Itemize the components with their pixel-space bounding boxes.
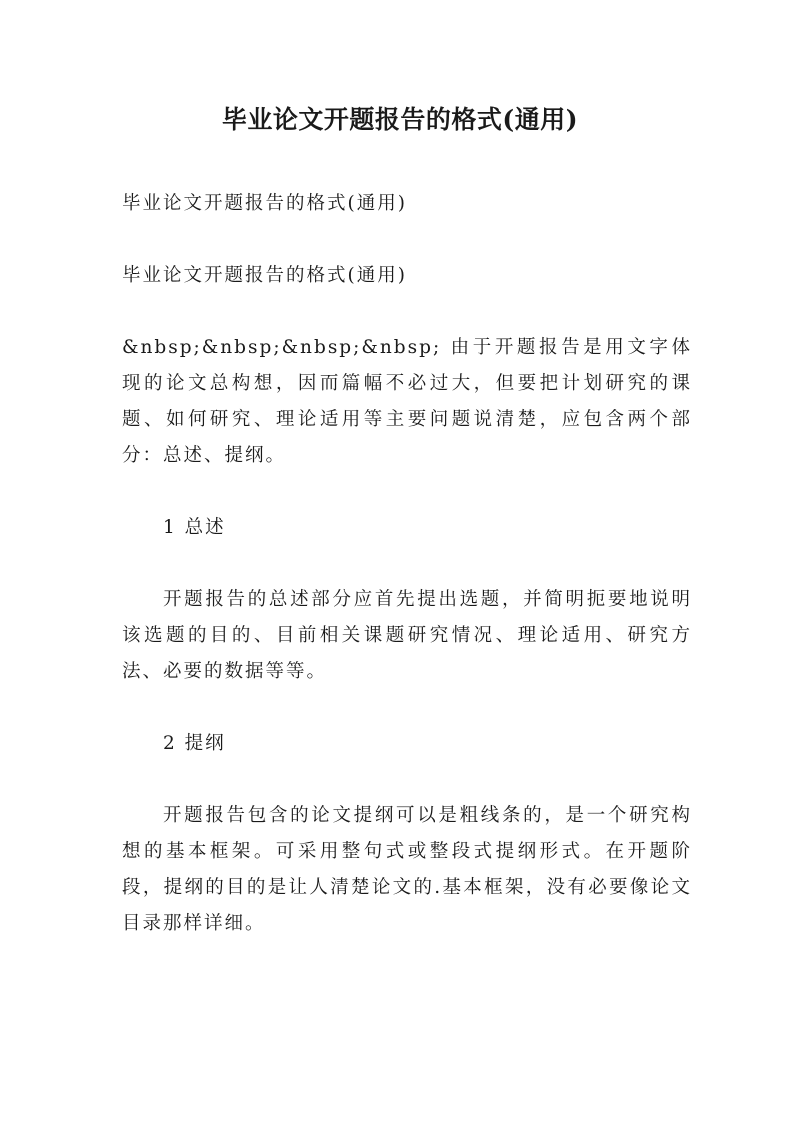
document-title: 毕业论文开题报告的格式(通用) bbox=[221, 105, 579, 134]
document-body bbox=[122, 186, 692, 978]
subtitle-line-1: 毕业论文开题报告的格式(通用) bbox=[122, 193, 407, 214]
section-heading-overview: 1 总述 bbox=[163, 517, 226, 538]
subtitle-line-2: 毕业论文开题报告的格式(通用) bbox=[122, 265, 407, 286]
outline-paragraph: 开题报告包含的论文提纲可以是粗线条的，是一个研究构想的基本框架。可采用整句式或整段式提纲形式。在开题阶段，提纲的目的是让人清楚论文的.基本框架，没有必要像论文目录那样详细。 bbox=[122, 805, 692, 934]
overview-paragraph: 开题报告的总述部分应首先提出选题，并简明扼要地说明该选题的目的、目前相关课题研究情况、理论适用、研究方法、必要的数据等等。 bbox=[122, 589, 692, 682]
intro-paragraph: &nbsp;&nbsp;&nbsp;&nbsp; 由于开题报告是用文字体现的论文总构想，因而篇幅不必过大，但要把计划研究的课题、如何研究、理论适用等主要问题说清楚，应包含两个部分：总述、提纲。 bbox=[122, 337, 692, 466]
section-heading-outline: 2 提纲 bbox=[163, 733, 226, 754]
